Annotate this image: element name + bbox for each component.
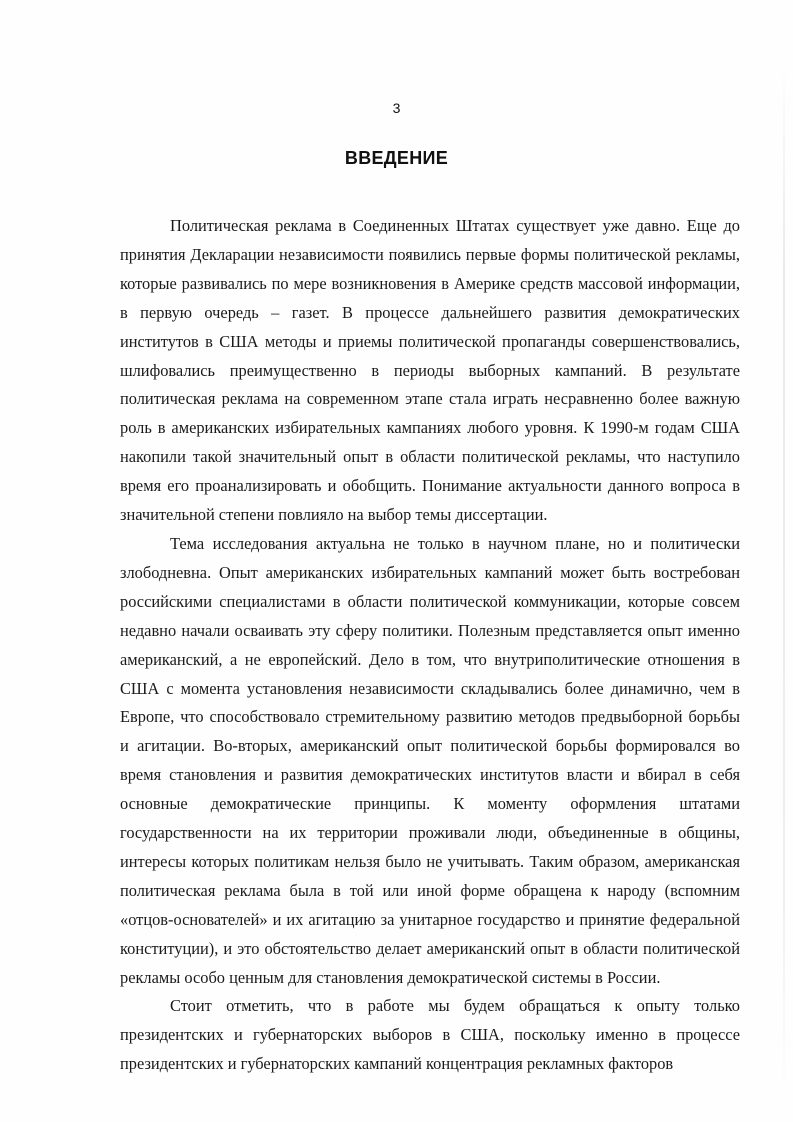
paragraph-2: Тема исследования актуальна не только в научном плане, но и политически злободневна. Опыт американских избирательных кампаний может быть востребован российскими специалистами в области политической коммуникации, которые совсем недавно начали осваивать эту сферу политики. Полезным представляется опыт именно американский, а не европейский. Дело в том, что внутриполитические отношения в США с момента установления независимости складывались более динамично, чем в Европе, что способствовало стремительному развитию методов предвыборной борьбы и агитации. Во-вторых, американский опыт политической борьбы формировался во время становления и развития демократических институтов власти и вбирал в себя основные демократические принципы. К моменту оформления штатами государственности на их территории проживали люди, объединенные в общины, интересы которых политикам нельзя было не учитывать. Таким образом, американская политическая реклама была в той или иной форме обращена к народу (вспомним «отцов-основателей» и их агитацию за унитарное государство и принятие федеральной конституции), и это обстоятельство делает американский опыт в области политической рекламы особо ценным для становления демократической системы в России. xyxy=(120,533,740,987)
body-text xyxy=(120,212,740,1079)
section-title: ВВЕДЕНИЕ xyxy=(344,148,449,168)
paragraph-1: Политическая реклама в Соединенных Штатах существует уже давно. Еще до принятия Декларации независимости появились первые формы политической рекламы, которые развивались по мере возникновения в Америке средств массовой информации, в первую очередь – газет. В процессе дальнейшего развития демократических институтов в США методы и приемы политической пропаганды совершенствовались, шлифовались преимущественно в периоды выборных кампаний. В результате политическая реклама на современном этапе стала играть несравненно более важную роль в американских избирательных кампаниях любого уровня. К 1990-м годам США накопили такой значительный опыт в области политической рекламы, что наступило время его проанализировать и обобщить. Понимание актуальности данного вопроса в значительной степени повлияло на выбор темы диссертации. xyxy=(120,216,740,525)
page-number: 3 xyxy=(392,100,401,116)
paragraph-3: Стоит отметить, что в работе мы будем обращаться к опыту только президентских и губернаторских выборов в США, поскольку именно в процессе президентских и губернаторских кампаний концентрация рекламных факторов xyxy=(120,996,740,1074)
scan-edge-shadow xyxy=(783,60,785,1100)
